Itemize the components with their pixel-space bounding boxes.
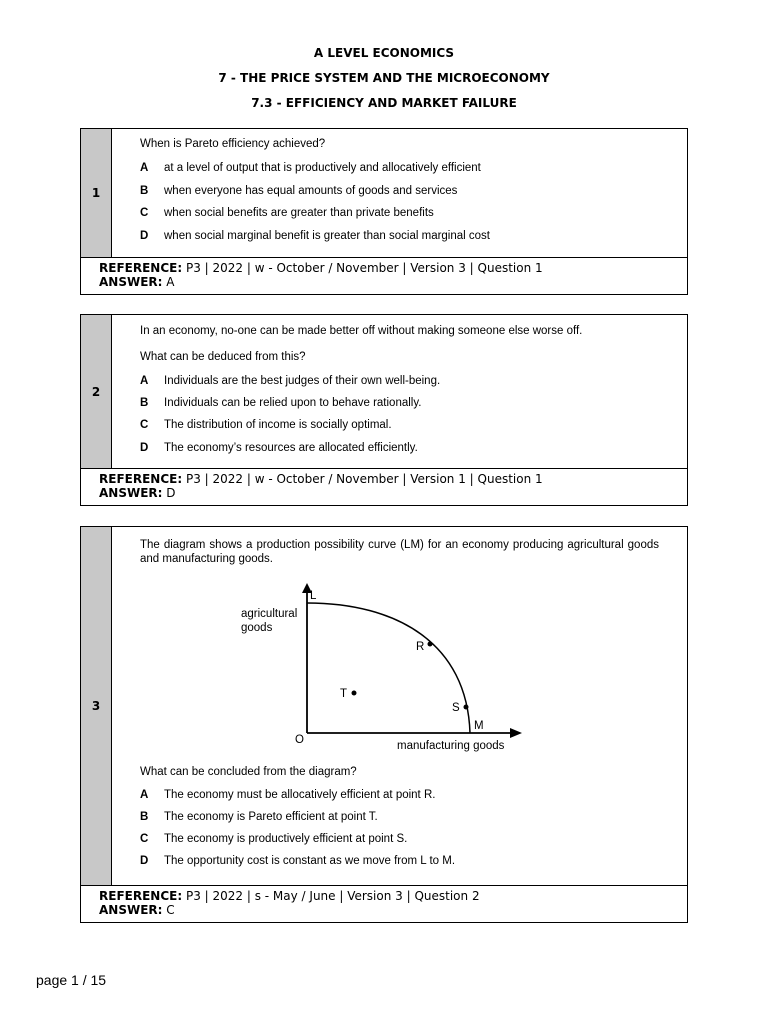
question-3-answer: C: [166, 903, 175, 917]
question-3-option-c: C The economy is productively efficient at point S.: [140, 833, 408, 845]
question-3-option-b: B The economy is Pareto efficient at point T.: [140, 811, 378, 823]
question-3-stem-2: What can be concluded from the diagram?: [140, 766, 357, 778]
ppc-curve: [307, 603, 470, 733]
label-o: O: [295, 734, 304, 746]
question-3-reference: REFERENCE: P3 | 2022 | s - May / June | Version 3 | Question 2 ANSWER: C: [99, 889, 480, 917]
question-2-option-b: B Individuals can be relied upon to behave rationally.: [140, 397, 422, 409]
label-t: T: [340, 688, 348, 700]
question-3-option-d: D The opportunity cost is constant as we move from L to M.: [140, 855, 456, 867]
question-2-content: [112, 315, 687, 468]
doc-chapter: 7 - THE PRICE SYSTEM AND THE MICROECONOMY: [218, 71, 550, 85]
question-1-content: [112, 129, 687, 257]
question-2: [80, 314, 688, 506]
y-axis-label-1: agricultural: [241, 608, 298, 620]
doc-section: 7.3 - EFFICIENCY AND MARKET FAILURE: [251, 96, 517, 110]
doc-title: A LEVEL ECONOMICS: [313, 46, 455, 60]
question-1-body: [81, 129, 687, 258]
question-2-option-a: A Individuals are the best judges of their own well-being.: [140, 375, 441, 387]
question-1-option-b: B when everyone has equal amounts of goods and services: [140, 185, 458, 197]
page-number: page 1 / 15: [36, 972, 107, 988]
question-3: [80, 526, 688, 923]
point-s-dot: [464, 705, 469, 710]
question-1-stem: When is Pareto efficiency achieved?: [140, 138, 326, 150]
question-1-answer: A: [166, 275, 175, 289]
question-2-answer: D: [166, 486, 176, 500]
y-axis-label-2: goods: [241, 622, 273, 634]
question-2-reference: REFERENCE: P3 | 2022 | w - October / November | Version 1 | Question 1 ANSWER: D: [99, 472, 543, 500]
x-axis-label: manufacturing goods: [397, 740, 505, 752]
point-r-dot: [428, 642, 433, 647]
question-1-option-c: C when social benefits are greater than private benefits: [140, 207, 434, 219]
label-m: M: [474, 720, 484, 732]
question-1-reference: REFERENCE: P3 | 2022 | w - October / November | Version 3 | Question 1 ANSWER: A: [99, 261, 543, 289]
question-2-stem: In an economy, no-one can be made better off without making someone else worse off.: [140, 325, 583, 337]
question-2-body: [81, 315, 687, 469]
point-t-dot: [352, 691, 357, 696]
question-1: [80, 128, 688, 295]
label-l: L: [310, 590, 317, 602]
question-1-number: 1: [81, 129, 112, 257]
question-1-option-a: A at a level of output that is productively and allocatively efficient: [140, 162, 481, 174]
label-r: R: [416, 641, 425, 653]
question-3-body: [81, 527, 687, 886]
ppc-diagram: [212, 583, 542, 753]
question-2-option-c: C The distribution of income is socially optimal.: [140, 419, 392, 431]
question-3-content: [112, 527, 687, 885]
question-1-option-d: D when social marginal benefit is greater than social marginal cost: [140, 230, 490, 242]
x-axis-arrow: [510, 728, 522, 738]
question-3-number: 3: [81, 527, 112, 885]
question-3-option-a: A The economy must be allocatively efficient at point R.: [140, 789, 436, 801]
question-2-option-d: D The economy’s resources are allocated efficiently.: [140, 442, 418, 454]
question-3-stem: The diagram shows a production possibility curve (LM) for an economy producing agricultural goods and manufacturing goods.: [140, 539, 659, 565]
label-s: S: [452, 702, 460, 714]
question-2-stem-2: What can be deduced from this?: [140, 351, 306, 363]
question-2-number: 2: [81, 315, 112, 468]
